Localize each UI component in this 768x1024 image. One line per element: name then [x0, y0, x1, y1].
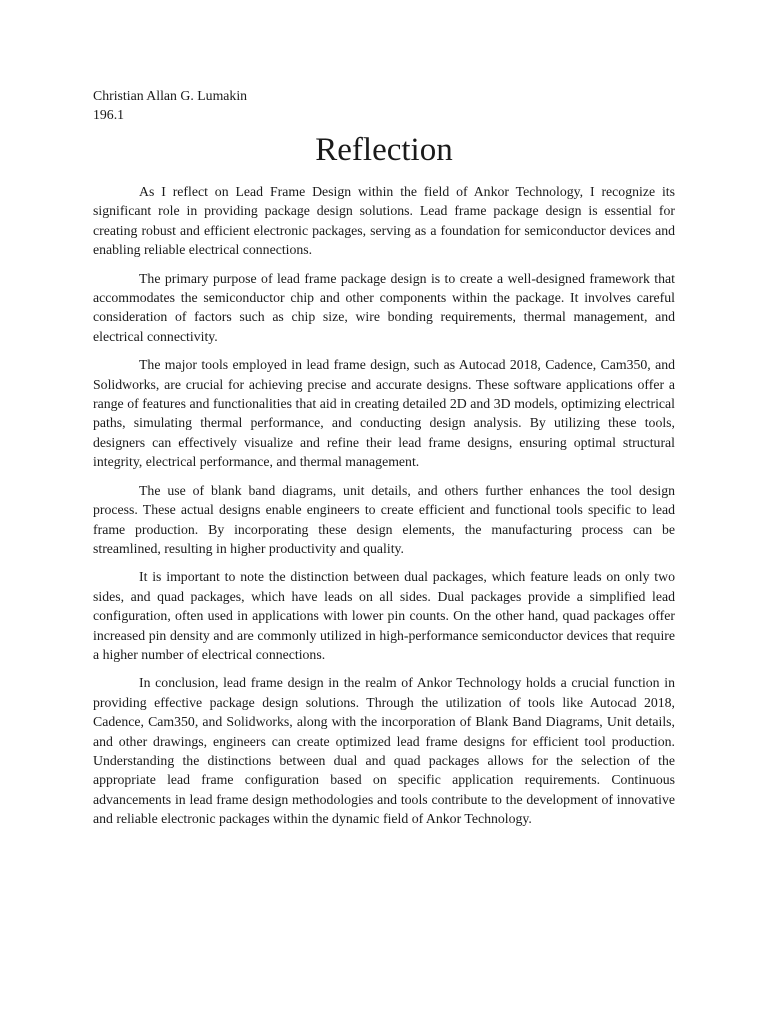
paragraph-4: The use of blank band diagrams, unit details, and others further enhances the tool design process. These actual designs enable engineers to create efficient and functional tools specific to lead frame production. By incorporating these design elements, the manufacturing process can be streamlined, resulting in higher productivity and quality.	[93, 482, 675, 556]
author-name: Christian Allan G. Lumakin	[93, 88, 248, 103]
paragraph-3: The major tools employed in lead frame design, such as Autocad 2018, Cadence, Cam350, and Solidworks, are crucial for achieving precise and accurate designs. These software applications offer a range of features and functionalities that aid in creating detailed 2D and 3D models, optimizing electrical paths, simulating thermal performance, and conducting design analysis. By utilizing these tools, designers can effectively visualize and refine their lead frame designs, ensuring optimal structural integrity, electrical performance, and thermal management.	[93, 357, 675, 470]
paragraph-1: As I reflect on Lead Frame Design within the field of Ankor Technology, I recognize its significant role in providing package design solutions. Lead frame package design is essential for creating robust and efficient electronic packages, serving as a foundation for semiconductor devices and enabling reliable electrical connections.	[93, 184, 675, 258]
paragraph-5: It is important to note the distinction between dual packages, which feature leads on only two sides, and quad packages, which have leads on all sides. Dual packages provide a simplified lead configuration, often used in applications with lower pin counts. On the other hand, quad packages offer increased pin density and are commonly utilized in high-performance semiconductor devices that require a higher number of electrical connections.	[93, 569, 675, 662]
document-body	[93, 182, 675, 829]
author-block	[93, 86, 675, 124]
paragraph-2: The primary purpose of lead frame package design is to create a well-designed framework that accommodates the semiconductor chip and other components within the package. It involves careful consideration of factors such as chip size, wire bonding requirements, thermal management, and electrical connectivity.	[93, 270, 675, 344]
author-section: 196.1	[93, 107, 125, 122]
paragraph-6: In conclusion, lead frame design in the realm of Ankor Technology holds a crucial function in providing effective package design solutions. Through the utilization of tools like Autocad 2018, Cadence, Cam350, and Solidworks, along with the incorporation of Blank Band Diagrams, Unit details, and other drawings, engineers can create optimized lead frame designs for efficient tool production. Understanding the distinctions between dual and quad packages allows for the selection of the appropriate lead frame configuration based on specific application requirements. Continuous advancements in lead frame design methodologies and tools contribute to the development of innovative and reliable electronic packages within the dynamic field of Ankor Technology.	[93, 675, 675, 827]
document-title: Reflection	[315, 132, 453, 168]
